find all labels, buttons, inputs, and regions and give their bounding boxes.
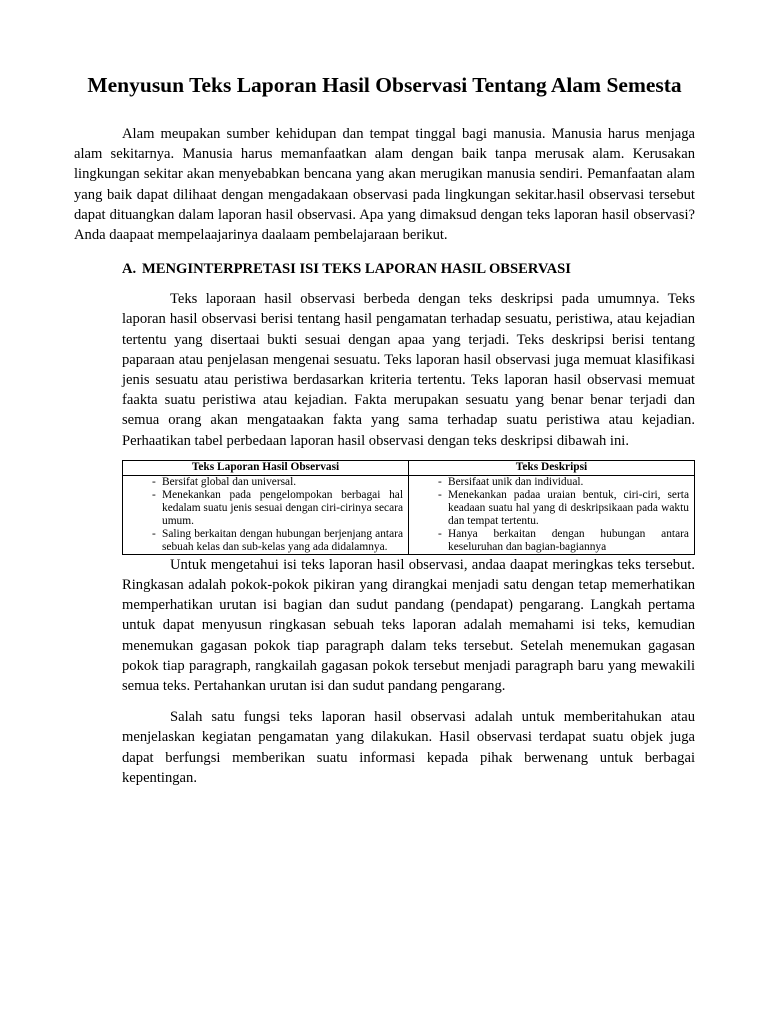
section-a-letter: A. bbox=[122, 261, 137, 278]
laporan-feature-text: Saling berkaitan dengan hubungan berjenjang antara sebuah kelas dan sub-kelas yang ada didalamnya. bbox=[162, 527, 403, 553]
table-cell-deskripsi bbox=[409, 475, 695, 554]
deskripsi-feature-text: Hanya berkaitan dengan hubungan antara keseluruhan dan bagian-bagiannya bbox=[448, 527, 689, 553]
section-a-paragraph-2: Untuk mengetahui isi teks laporan hasil observasi, andaa daapat meringkas teks tersebut. Ringkasan adalah pokok-pokok pikiran yang dirangkai menjadi satu dengan tetap memerhatikan memperhatikan urutan isi bagian dan sudut pandang (pendapat) pengarang. Langkah pertama untuk dapat menyusun ringkasan sebuah teks laporan adalah memahami isi teks, kemudian menemukan gagasan pokok tiap paragraph dalam teks tersebut. Setelah menemukan gagasan pokok tiap paragraph, rangkailah gagasan pokok tersebut menjadi paragraph baru yang mewakili semua teks. Pertahankan urutan isi dan sudut pandang pengarang. bbox=[122, 556, 695, 695]
dash-bullet: - bbox=[438, 488, 442, 501]
comparison-table-body-row bbox=[123, 475, 695, 554]
laporan-feature-item bbox=[125, 528, 403, 554]
deskripsi-feature-item bbox=[411, 489, 689, 528]
comparison-table bbox=[122, 460, 695, 555]
table-header-laporan: Teks Laporan Hasil Observasi bbox=[123, 460, 409, 475]
deskripsi-feature-text: Menekankan padaa uraian bentuk, ciri-ciri, serta keadaan suatu hal yang di deskripsikaan pada waktu dan tempat tertentu. bbox=[448, 488, 689, 527]
intro-paragraph: Alam meupakan sumber kehidupan dan tempat tinggal bagi manusia. Manusia harus menjaga alam sekitarnya. Manusia harus memanfaatkan alam dengan baik tanpa merusak alam. Kerusakan lingkungan sekitar akan menyebabkan bencana yang akan merugikan manusia sendiri. Pemanfaatan alam yang baik dapat dilihaat dengan mengadakaan observasi pada lingkungan sekitar.hasil observasi tersebut dapat dituangkan dalam laporan hasil observasi. Apa yang dimaksud dengan teks laporan hasil observasi? Anda daapaat mempelaajarinya daalaam pembelajaraan berikut. bbox=[74, 126, 695, 244]
laporan-feature-text: Bersifat global dan universal. bbox=[162, 475, 297, 488]
dash-bullet: - bbox=[152, 475, 156, 488]
section-a-paragraph-1: Teks laporaan hasil observasi berbeda dengan teks deskripsi pada umumnya. Teks laporan hasil observasi berisi tentang hasil pengamatan terhadap sesuatu, peristiwa, atau kejadian tertentu yang disertaai bukti sesuai dengan apaa yang terjadi. Teks deskripsi berisi tentang paparaan atau penjelasan mengenai sesuatu. Teks laporan hasil observasi juga memuat klasifikasi jenis sesuatu atau peristiwa berdasarkan kriteria tertentu. Teks laporan hasil observasi memuat faakta suatu peristiwa atau kejadian. Fakta merupakan sesuatu yang benar benar terjadi dan semua orang akan mengataakan fakta yang sama terhadap suatu peristiwa atau kejadian. Perhaatikan tabel perbedaan laporan hasil observasi dengan teks deskripsi dibawah ini. bbox=[122, 291, 695, 449]
dash-bullet: - bbox=[438, 475, 442, 488]
laporan-feature-list bbox=[125, 476, 403, 554]
document-title: Menyusun Teks Laporan Hasil Observasi Tentang Alam Semesta bbox=[87, 73, 682, 97]
section-a-heading-text: MENGINTERPRETASI ISI TEKS LAPORAN HASIL OBSERVASI bbox=[142, 261, 571, 278]
comparison-table-header-row bbox=[123, 460, 695, 475]
deskripsi-feature-list bbox=[411, 476, 689, 554]
table-cell-laporan bbox=[123, 475, 409, 554]
table-header-deskripsi: Teks Deskripsi bbox=[409, 460, 695, 475]
deskripsi-feature-text: Bersifaat unik dan individual. bbox=[448, 475, 584, 488]
dash-bullet: - bbox=[152, 488, 156, 501]
section-a-heading bbox=[122, 259, 695, 279]
laporan-feature-item bbox=[125, 489, 403, 528]
deskripsi-feature-item bbox=[411, 528, 689, 554]
dash-bullet: - bbox=[438, 527, 442, 540]
dash-bullet: - bbox=[152, 527, 156, 540]
deskripsi-feature-item bbox=[411, 476, 689, 489]
section-a-body bbox=[122, 289, 695, 788]
laporan-feature-text: Menekankan pada pengelompokan berbagai hal kedalam suatu jenis sesuai dengan ciri-cirinya secara umum. bbox=[162, 488, 403, 527]
laporan-feature-item bbox=[125, 476, 403, 489]
section-a-paragraph-3: Salah satu fungsi teks laporan hasil observasi adalah untuk memberitahukan atau menjelaskan kegiatan pengamatan yang dilakukan. Hasil observasi terdapat suatu objek juga dapat berfungsi memberikan suatu informasi kepada pihak berwenang untuk berbagai kepentingan. bbox=[122, 709, 695, 786]
